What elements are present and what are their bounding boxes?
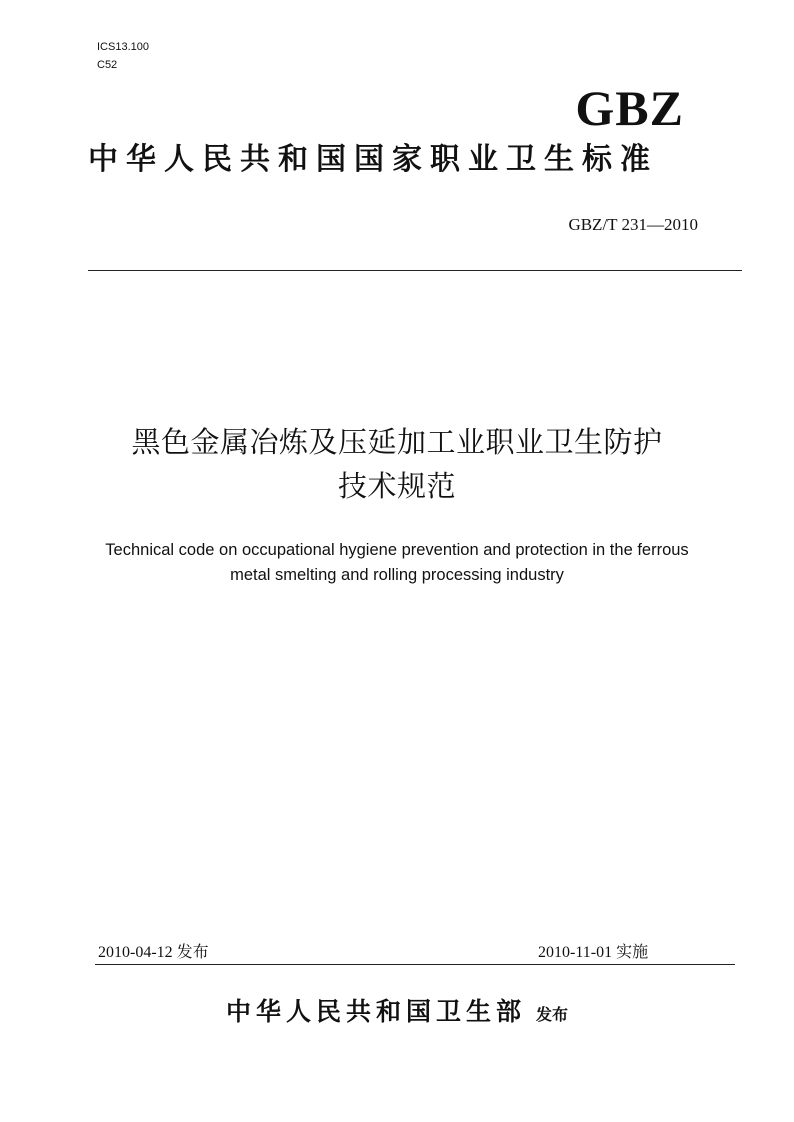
issuer-action: 发布 [536,1005,569,1024]
header-divider [88,270,742,271]
gbz-logo: GBZ [575,80,684,136]
issuer-name: 中华人民共和国卫生部 [225,997,526,1026]
ccs-code: C52 [97,59,118,71]
implementation-date: 2010-11-01 实施 [538,944,649,961]
document-title-en-line2: metal smelting and rolling processing industry [230,566,564,584]
document-title-cn [0,420,794,508]
issue-date: 2010-04-12 发布 [98,944,209,961]
document-title-en-line1: Technical code on occupational hygiene prevention and protection in the ferrous [105,541,689,559]
standard-number: GBZ/T 231—2010 [568,215,698,234]
footer-divider [95,964,735,965]
standard-category-title: 中华人民共和国国家职业卫生标准 [88,142,658,177]
ics-code: ICS13.100 [97,41,149,53]
classification-codes [97,38,149,74]
document-title-cn-line1: 黑色金属冶炼及压延加工业职业卫生防护 [131,425,663,459]
issuer [0,992,794,1028]
document-title-en [0,538,794,588]
document-title-cn-line2: 技术规范 [337,469,456,503]
